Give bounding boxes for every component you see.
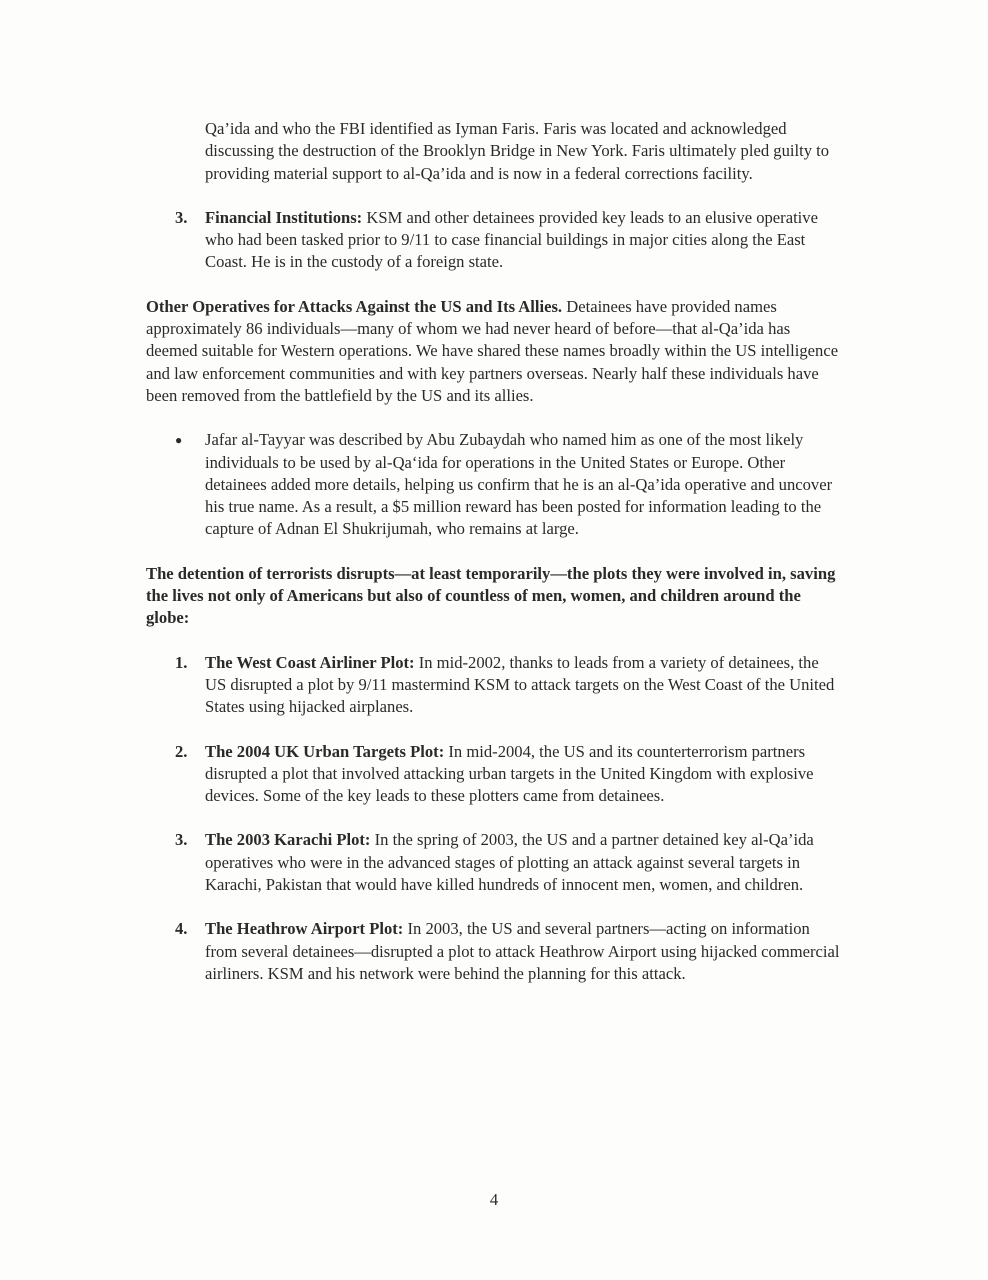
list-item-text: KSM and other detainees provided key leads to an elusive operative who had been tasked prior to 9/11 to case financial buildings in major cities along the East Coast. He is in the custody of a foreign state. (205, 207, 818, 272)
list-number: 2. (175, 741, 188, 761)
list-item-text: In mid-2002, thanks to leads from a variety of detainees, the US disrupted a plot by 9/11 mastermind KSM to attack targets on the West Coast of the United States using hijacked airplanes. (205, 652, 835, 717)
list-item-heading: The 2004 UK Urban Targets Plot: (205, 741, 445, 761)
bullet-icon: ● (175, 433, 183, 448)
list-number: 1. (175, 652, 188, 672)
list-item-body (205, 207, 842, 274)
plot-item-karachi (175, 829, 842, 896)
bullet-text: Jafar al-Tayyar was described by Abu Zubaydah who named him as one of the most likely individuals to be used by al-Qa‘ida for operations in the United States or Europe. Other detainees added more details, helping us confirm that he is an al-Qa’ida operative and uncover his true name. As a result, a $5 million reward has been posted for information leading to the capture of Adnan El Shukrijumah, who remains at large. (205, 430, 833, 539)
list-item-body (205, 829, 842, 896)
list-item-body (205, 652, 842, 719)
list-item-financial-institutions (175, 207, 842, 274)
other-operatives-paragraph (146, 296, 842, 407)
list-number: 4. (175, 919, 188, 939)
list-item-text: In mid-2004, the US and its counterterrorism partners disrupted a plot that involved attacking urban targets in the United Kingdom with explosive devices. Some of the key leads to these plotters came from detainees. (205, 741, 814, 806)
plot-item-heathrow (175, 918, 842, 985)
plot-item-uk-urban (175, 741, 842, 808)
list-item-body (205, 918, 842, 985)
list-item-text: In the spring of 2003, the US and a partner detained key al-Qa’ida operatives who were in the advanced stages of plotting an attack against several targets in Karachi, Pakistan that would have killed hundreds of innocent men, women, and children. (205, 830, 814, 895)
continuation-paragraph: Qa’ida and who the FBI identified as Iyman Faris. Faris was located and acknowledged discussing the destruction of the Brooklyn Bridge in New York. Faris ultimately pled guilty to providing material support to al-Qa’ida and is now in a federal corrections facility. (205, 119, 830, 183)
list-number: 3. (175, 830, 188, 850)
detention-heading: The detention of terrorists disrupts—at least temporarily—the plots they were involved in, saving the lives not only of Americans but also of countless of men, women, and children around the globe: (146, 563, 836, 628)
bullet-item (175, 429, 842, 540)
list-item-body (205, 741, 842, 808)
list-item-heading: Financial Institutions: (205, 207, 363, 227)
list-item-heading: The West Coast Airliner Plot: (205, 652, 415, 672)
list-item-heading: The Heathrow Airport Plot: (205, 919, 404, 939)
plot-item-west-coast (175, 652, 842, 719)
list-number: 3. (175, 207, 188, 227)
list-item-heading: The 2003 Karachi Plot: (205, 830, 371, 850)
list-item-text: In 2003, the US and several partners—acting on information from several detainees—disrupted a plot to attack Heathrow Airport using hijacked commercial airliners. KSM and his network were behind the planning for this attack. (205, 919, 840, 983)
section-text: Detainees have provided names approximately 86 individuals—many of whom we had never heard of before—that al-Qa’ida has deemed suitable for Western operations. We have shared these names broadly within the US intelligence and law enforcement communities and with key partners overseas. Nearly half these individuals have been removed from the battlefield by the US and its allies. (146, 296, 839, 405)
page-content (146, 118, 842, 985)
page-number: 4 (489, 1190, 499, 1209)
section-title: Other Operatives for Attacks Against the US and Its Allies. (146, 296, 563, 316)
